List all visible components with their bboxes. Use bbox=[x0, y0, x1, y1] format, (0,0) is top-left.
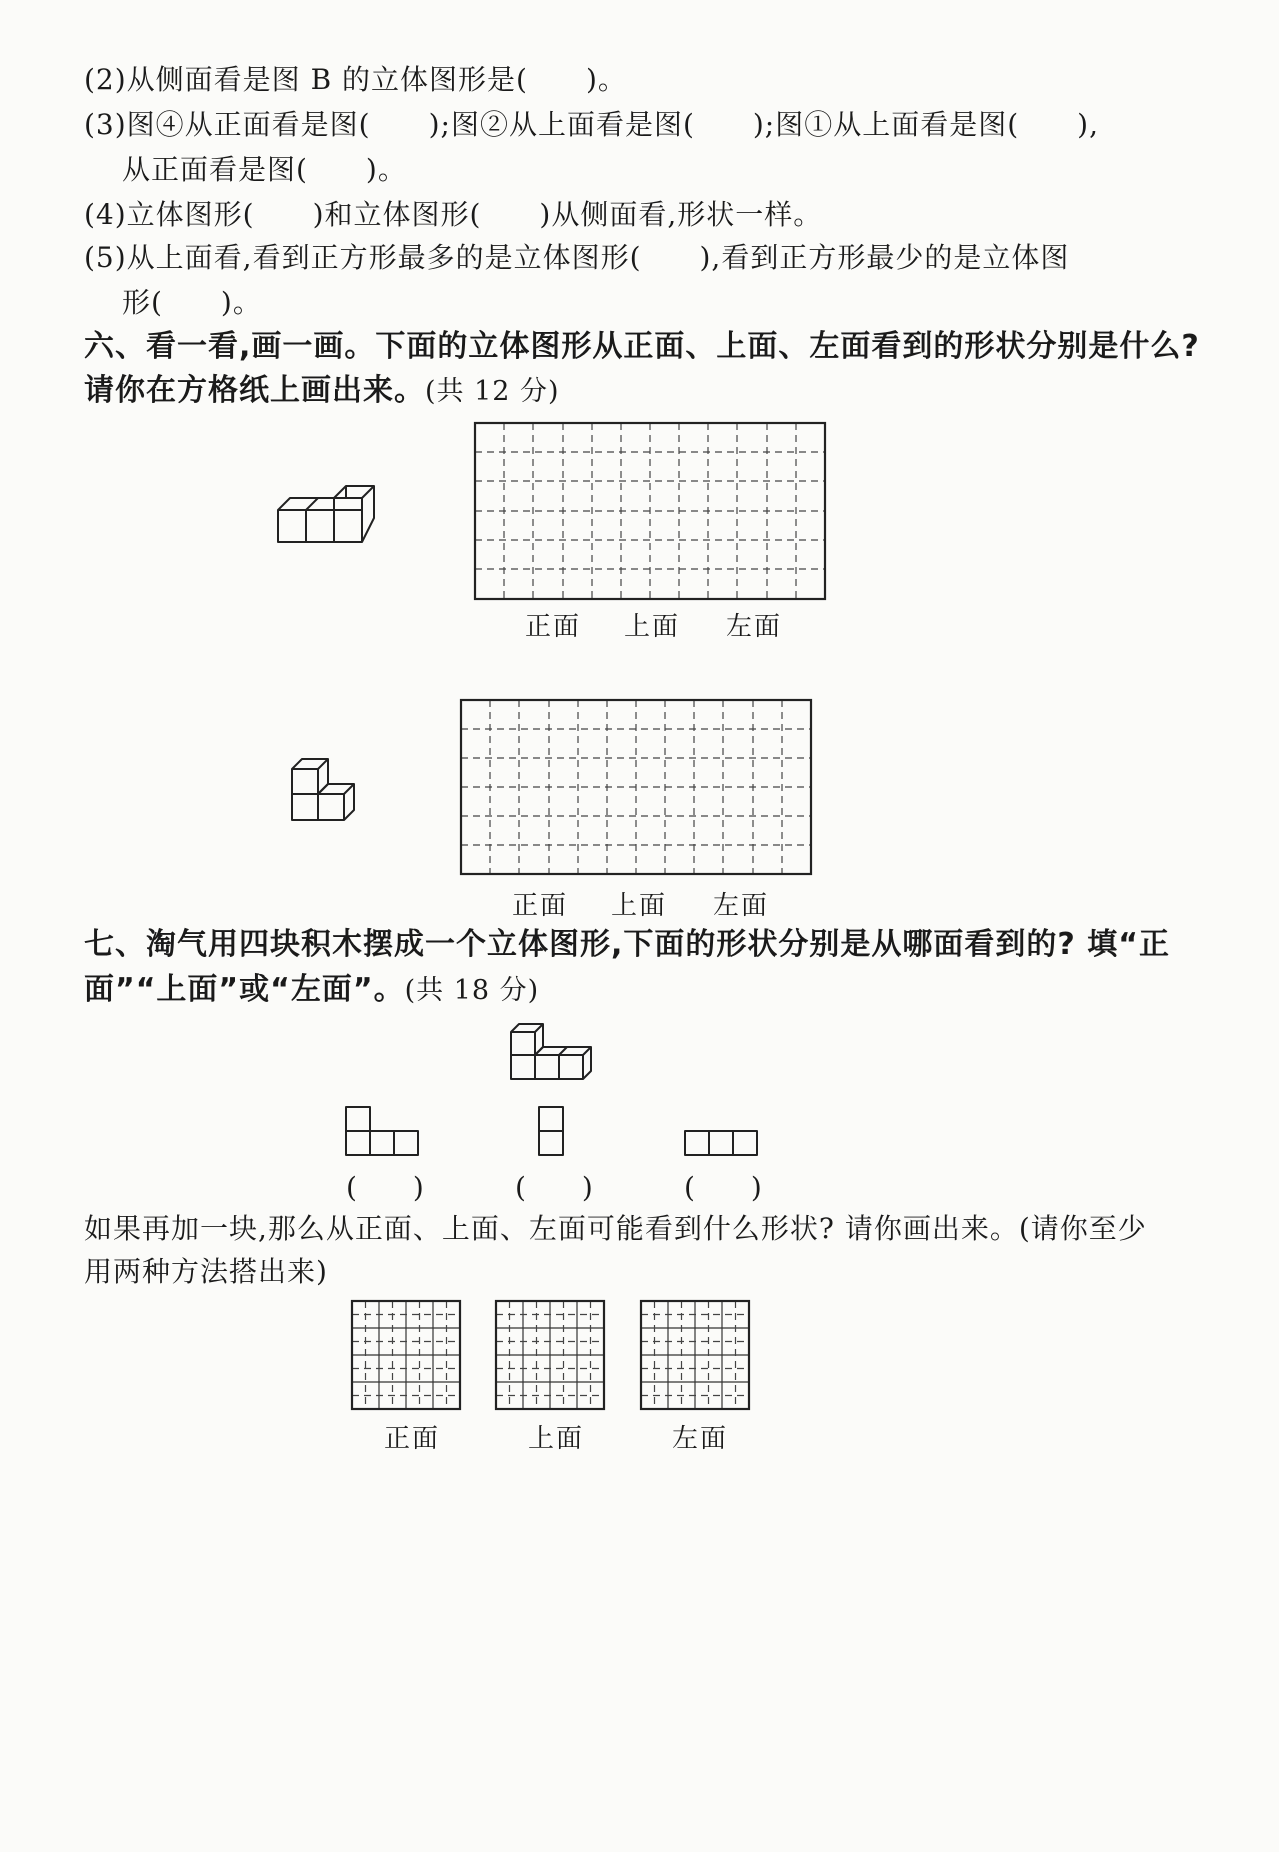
section-6-score: (共 12 分) bbox=[425, 376, 560, 407]
small-grid-front bbox=[352, 1301, 460, 1409]
small-grid-label-top: 上面 bbox=[528, 1424, 585, 1454]
section-7-title-line2 bbox=[84, 972, 540, 1007]
section-7-title-text: 面”“上面”或“左面”。 bbox=[84, 972, 405, 1007]
section-7-score: (共 18 分) bbox=[404, 975, 540, 1006]
small-grid-top bbox=[496, 1301, 604, 1409]
figure-2-cube-solid bbox=[285, 755, 360, 823]
grid-2-label-front: 正面 bbox=[512, 891, 569, 921]
answer-blank-1[interactable]: ( ) bbox=[346, 1171, 424, 1204]
view-shape-1 bbox=[345, 1106, 419, 1156]
question-5-line1: (5)从上面看,看到正方形最多的是立体图形( ),看到正方形最少的是立体图 bbox=[84, 241, 1070, 274]
drawing-grid-2 bbox=[461, 700, 811, 874]
question-5-line2: 形( )。 bbox=[122, 286, 262, 319]
question-4: (4)立体图形( )和立体图形( )从侧面看,形状一样。 bbox=[84, 198, 823, 231]
grid-1-label-front: 正面 bbox=[525, 612, 582, 642]
small-grid-label-front: 正面 bbox=[384, 1424, 441, 1454]
grid-2-label-left: 左面 bbox=[713, 891, 770, 921]
small-grid-left bbox=[641, 1301, 749, 1409]
view-shape-2 bbox=[538, 1106, 564, 1156]
figure-1-cube-solid bbox=[270, 488, 395, 553]
answer-blank-2[interactable]: ( ) bbox=[515, 1171, 593, 1204]
section-7-title-line1: 七、淘气用四块积木摆成一个立体图形,下面的形状分别是从哪面看到的? 填“正 bbox=[84, 927, 1170, 962]
section-6-title-line2 bbox=[84, 373, 560, 408]
grid-1-label-top: 上面 bbox=[624, 612, 681, 642]
question-3-line1: (3)图④从正面看是图( );图②从上面看是图( );图①从上面看是图( ), bbox=[84, 108, 1099, 141]
answer-blank-3[interactable]: ( ) bbox=[684, 1171, 762, 1204]
drawing-grid-1 bbox=[475, 423, 825, 599]
followup-line2: 用两种方法搭出来) bbox=[84, 1255, 328, 1288]
figure-3-cube-solid bbox=[505, 1020, 600, 1085]
section-6-title-line1: 六、看一看,画一画。下面的立体图形从正面、上面、左面看到的形状分别是什么? bbox=[84, 329, 1200, 364]
small-grid-label-left: 左面 bbox=[672, 1424, 729, 1454]
section-6-title-text: 请你在方格纸上画出来。 bbox=[84, 373, 425, 408]
followup-line1: 如果再加一块,那么从正面、上面、左面可能看到什么形状? 请你画出来。(请你至少 bbox=[84, 1212, 1147, 1245]
question-2: (2)从侧面看是图 B 的立体图形是( )。 bbox=[84, 63, 627, 96]
grid-2-label-top: 上面 bbox=[611, 891, 668, 921]
grid-1-label-left: 左面 bbox=[726, 612, 783, 642]
view-shape-3 bbox=[684, 1130, 758, 1156]
question-3-line2: 从正面看是图( )。 bbox=[122, 153, 407, 186]
